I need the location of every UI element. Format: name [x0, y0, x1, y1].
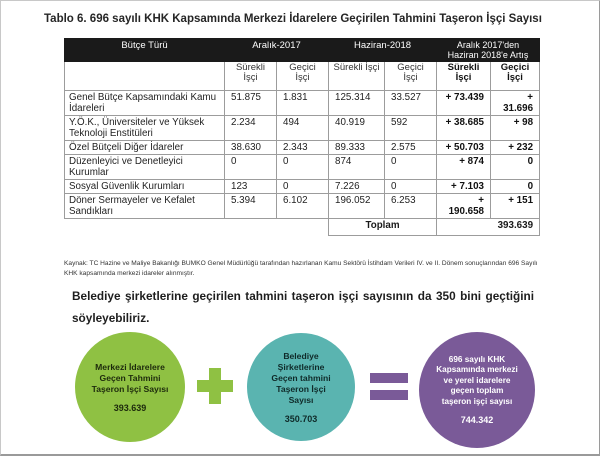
table-row	[65, 141, 540, 155]
circle-municipal-text: Belediye Şirketlerine Geçen tahmini Taşeron İşçi Sayısı	[271, 350, 331, 405]
cell-permanent-2017: 2.234	[225, 116, 277, 141]
cell-permanent-2018: 874	[329, 155, 385, 180]
table-title: Tablo 6. 696 sayılı KHK Kapsamında Merkezi İdarelere Geçirilen Tahmini Taşeron İşçi Sayısı	[44, 13, 542, 25]
circle-municipal-companies	[247, 333, 355, 441]
header-change-line2: Haziran 2018'e Artış	[447, 50, 529, 60]
table-header-row	[65, 39, 540, 62]
header-period-jun-2018: Haziran-2018	[329, 39, 437, 62]
cell-permanent-change: + 190.658	[437, 194, 491, 219]
worker-count-table	[64, 38, 540, 236]
subheader-temporary-2018: Geçici İşçi	[385, 62, 437, 91]
cell-permanent-change: + 73.439	[437, 91, 491, 116]
cell-temporary-2017: 0	[277, 180, 329, 194]
row-label: Sosyal Güvenlik Kurumları	[65, 180, 225, 194]
cell-permanent-2018: 40.919	[329, 116, 385, 141]
equals-sign-top	[370, 373, 408, 383]
cell-temporary-change: + 98	[491, 116, 540, 141]
cell-permanent-2018: 89.333	[329, 141, 385, 155]
cell-temporary-change: + 151	[491, 194, 540, 219]
cell-temporary-2018: 33.527	[385, 91, 437, 116]
source-note: Kaynak: TC Hazine ve Maliye Bakanlığı BUMKO Genel Müdürlüğü tarafından hazırlanan Kamu Sektörü İstihdam Verileri IV. ve II. Dönem sonuçlarından 696 Sayılı KHK kapsamında merkezi idareler alınmıştır.	[64, 260, 538, 277]
table-row	[65, 116, 540, 141]
header-change-line1: Aralık 2017'den	[456, 40, 520, 50]
table-row	[65, 91, 540, 116]
cell-temporary-2018: 2.575	[385, 141, 437, 155]
subheader-permanent-2017: Sürekli İşçi	[225, 62, 277, 91]
plus-sign-vertical	[209, 368, 221, 404]
cell-temporary-2017: 1.831	[277, 91, 329, 116]
subheader-permanent-change: Sürekli İşçi	[437, 62, 491, 91]
cell-permanent-2018: 7.226	[329, 180, 385, 194]
circle-total-value: 744.342	[460, 415, 494, 426]
total-value: 393.639	[491, 219, 540, 236]
cell-permanent-2018: 125.314	[329, 91, 385, 116]
circle-central-text: Merkezi İdarelere Geçen Tahmini Taşeron İşçi Sayısı	[91, 361, 169, 394]
cell-temporary-change: + 232	[491, 141, 540, 155]
cell-temporary-2018: 0	[385, 180, 437, 194]
cell-temporary-2018: 0	[385, 155, 437, 180]
table-row	[65, 155, 540, 180]
cell-permanent-2017: 5.394	[225, 194, 277, 219]
row-label: Döner Sermayeler ve Kefalet Sandıkları	[65, 194, 225, 219]
subheader-temporary-change: Geçici İşçi	[491, 62, 540, 91]
cell-permanent-2017: 38.630	[225, 141, 277, 155]
circle-central-value: 393.639	[113, 402, 147, 413]
row-label: Düzenleyici ve Denetleyici Kurumlar	[65, 155, 225, 180]
equals-sign-bottom	[370, 390, 408, 400]
circle-central-administrations	[75, 332, 185, 442]
cell-temporary-2017: 494	[277, 116, 329, 141]
statement-text: Belediye şirketlerine geçirilen tahmini taşeron işçi sayısının da 350 bini geçtiğini söyleyebiliriz.	[72, 289, 534, 325]
cell-permanent-2017: 51.875	[225, 91, 277, 116]
header-change	[437, 39, 540, 62]
cell-permanent-change: + 7.103	[437, 180, 491, 194]
cell-temporary-2017: 0	[277, 155, 329, 180]
cell-temporary-2018: 592	[385, 116, 437, 141]
cell-temporary-2017: 2.343	[277, 141, 329, 155]
cell-temporary-2017: 6.102	[277, 194, 329, 219]
cell-permanent-change: + 874	[437, 155, 491, 180]
table-row	[65, 194, 540, 219]
subheader-permanent-2018: Sürekli İşçi	[329, 62, 385, 91]
table-body	[65, 91, 540, 219]
header-period-dec-2017: Aralık-2017	[225, 39, 329, 62]
total-label: Toplam	[329, 219, 437, 236]
cell-permanent-2018: 196.052	[329, 194, 385, 219]
subheader-temporary-2017: Geçici İşçi	[277, 62, 329, 91]
row-label: Y.Ö.K., Üniversiteler ve Yüksek Teknoloji Enstitüleri	[65, 116, 225, 141]
row-label: Özel Bütçeli Diğer İdareler	[65, 141, 225, 155]
cell-permanent-change: + 50.703	[437, 141, 491, 155]
cell-temporary-change: 0	[491, 155, 540, 180]
cell-permanent-2017: 0	[225, 155, 277, 180]
table-total-row	[65, 219, 540, 236]
cell-permanent-change: + 38.685	[437, 116, 491, 141]
header-budget-type: Bütçe Türü	[65, 39, 225, 62]
cell-temporary-2018: 6.253	[385, 194, 437, 219]
circle-total	[419, 332, 535, 448]
table-row	[65, 180, 540, 194]
cell-temporary-change: 0	[491, 180, 540, 194]
cell-permanent-2017: 123	[225, 180, 277, 194]
subheader-empty	[65, 62, 225, 91]
cell-temporary-change: + 31.696	[491, 91, 540, 116]
circle-municipal-value: 350.703	[284, 413, 318, 424]
table-subheader-row	[65, 62, 540, 91]
row-label: Genel Bütçe Kapsamındaki Kamu İdareleri	[65, 91, 225, 116]
circle-total-text: 696 sayılı KHK Kapsamında merkezi ve yerel idarelere geçen toplam taşeron işçi sayısı	[436, 354, 518, 406]
